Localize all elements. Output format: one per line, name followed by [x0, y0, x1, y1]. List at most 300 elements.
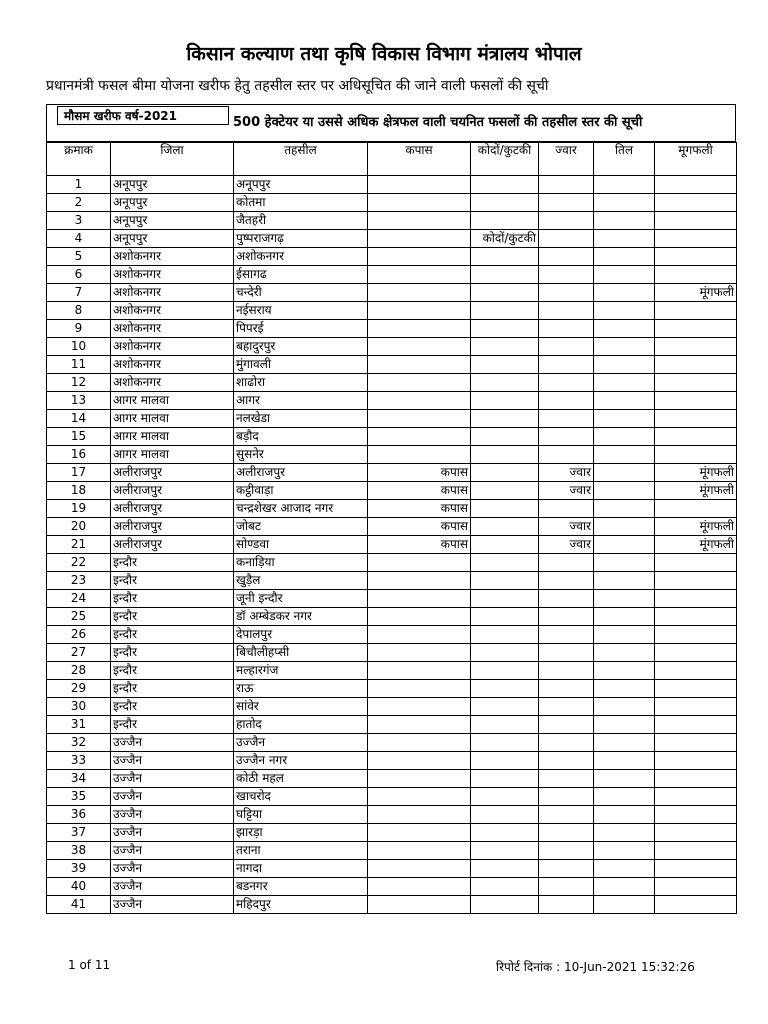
cell-til	[594, 482, 655, 500]
cell-groundnut	[655, 356, 737, 374]
cell-groundnut	[655, 608, 737, 626]
cell-tehsil: झारड़ा	[234, 824, 368, 842]
table-row	[47, 518, 737, 536]
cell-jowar	[539, 662, 594, 680]
cell-serial: 29	[47, 680, 111, 698]
cell-tehsil: देपालपुर	[234, 626, 368, 644]
cell-serial: 39	[47, 860, 111, 878]
cell-kodo-kutki	[471, 698, 539, 716]
cell-district: अलीराजपुर	[111, 536, 234, 554]
cell-jowar	[539, 734, 594, 752]
cell-district: इन्दौर	[111, 644, 234, 662]
table-row	[47, 878, 737, 896]
cell-cotton	[368, 662, 471, 680]
cell-til	[594, 824, 655, 842]
cell-tehsil: ईसागढ	[234, 266, 368, 284]
table-row	[47, 284, 737, 302]
table-row	[47, 338, 737, 356]
cell-tehsil: बहादुरपुर	[234, 338, 368, 356]
cell-groundnut	[655, 878, 737, 896]
cell-jowar	[539, 788, 594, 806]
cell-til	[594, 410, 655, 428]
table-row	[47, 464, 737, 482]
cell-kodo-kutki: कोदों/कुटकी	[471, 230, 539, 248]
cell-jowar	[539, 230, 594, 248]
cell-kodo-kutki	[471, 878, 539, 896]
column-header-serial: क्रमाक	[47, 143, 111, 176]
table-row	[47, 716, 737, 734]
cell-cotton: कपास	[368, 500, 471, 518]
table-row	[47, 248, 737, 266]
table-row	[47, 626, 737, 644]
table-row	[47, 374, 737, 392]
cell-tehsil: नलखेडा	[234, 410, 368, 428]
cell-district: अनूपपुर	[111, 212, 234, 230]
cell-til	[594, 842, 655, 860]
cell-groundnut	[655, 734, 737, 752]
table-row	[47, 590, 737, 608]
cell-groundnut	[655, 230, 737, 248]
cell-tehsil: सोण्डवा	[234, 536, 368, 554]
cell-jowar: ज्वार	[539, 518, 594, 536]
cell-jowar	[539, 428, 594, 446]
cell-district: उज्जैन	[111, 806, 234, 824]
cell-groundnut	[655, 824, 737, 842]
cell-district: अशोकनगर	[111, 320, 234, 338]
cell-serial: 9	[47, 320, 111, 338]
cell-district: अनूपपुर	[111, 176, 234, 194]
cell-groundnut	[655, 248, 737, 266]
cell-kodo-kutki	[471, 806, 539, 824]
cell-tehsil: अनूपपुर	[234, 176, 368, 194]
cell-serial: 24	[47, 590, 111, 608]
cell-cotton	[368, 608, 471, 626]
cell-district: उज्जैन	[111, 842, 234, 860]
cell-jowar	[539, 806, 594, 824]
cell-cotton	[368, 176, 471, 194]
cell-cotton	[368, 788, 471, 806]
cell-cotton	[368, 734, 471, 752]
cell-kodo-kutki	[471, 572, 539, 590]
cell-tehsil: महिदपुर	[234, 896, 368, 914]
cell-cotton: कपास	[368, 536, 471, 554]
cell-cotton	[368, 554, 471, 572]
cell-tehsil: सांवेर	[234, 698, 368, 716]
cell-jowar	[539, 860, 594, 878]
cell-tehsil: हातोद	[234, 716, 368, 734]
cell-tehsil: चन्देरी	[234, 284, 368, 302]
table-row	[47, 500, 737, 518]
cell-serial: 18	[47, 482, 111, 500]
cell-tehsil: मुंगावली	[234, 356, 368, 374]
cell-cotton: कपास	[368, 482, 471, 500]
cell-groundnut	[655, 896, 737, 914]
cell-district: इन्दौर	[111, 590, 234, 608]
cell-serial: 33	[47, 752, 111, 770]
crop-list-table	[46, 142, 737, 914]
cell-kodo-kutki	[471, 446, 539, 464]
cell-cotton	[368, 698, 471, 716]
cell-cotton	[368, 446, 471, 464]
table-header-row	[47, 143, 737, 176]
cell-kodo-kutki	[471, 608, 539, 626]
table-row	[47, 410, 737, 428]
page-subtitle: प्रधानमंत्री फसल बीमा योजना खरीफ हेतु तहसील स्तर पर अधिसूचित की जाने वाली फसलों की सूची	[46, 78, 549, 94]
cell-serial: 11	[47, 356, 111, 374]
cell-kodo-kutki	[471, 212, 539, 230]
column-header-kodo-kutki: कोदों/कुटकी	[471, 143, 539, 176]
cell-cotton	[368, 878, 471, 896]
cell-jowar	[539, 176, 594, 194]
table-row	[47, 770, 737, 788]
cell-tehsil: नागदा	[234, 860, 368, 878]
cell-serial: 38	[47, 842, 111, 860]
report-date: रिपोर्ट दिनांक : 10-Jun-2021 15:32:26	[496, 960, 695, 974]
cell-kodo-kutki	[471, 284, 539, 302]
table-row	[47, 644, 737, 662]
cell-tehsil: पुष्पराजगढ़	[234, 230, 368, 248]
cell-groundnut	[655, 266, 737, 284]
cell-district: अनूपपुर	[111, 194, 234, 212]
cell-district: उज्जैन	[111, 878, 234, 896]
cell-jowar	[539, 824, 594, 842]
cell-til	[594, 662, 655, 680]
cell-til	[594, 788, 655, 806]
cell-tehsil: अशोकनगर	[234, 248, 368, 266]
table-row	[47, 752, 737, 770]
cell-groundnut	[655, 770, 737, 788]
cell-kodo-kutki	[471, 644, 539, 662]
table-row	[47, 842, 737, 860]
table-row	[47, 608, 737, 626]
cell-kodo-kutki	[471, 518, 539, 536]
cell-til	[594, 590, 655, 608]
table-row	[47, 806, 737, 824]
cell-groundnut: मूंगफली	[655, 464, 737, 482]
cell-til	[594, 212, 655, 230]
cell-groundnut	[655, 500, 737, 518]
cell-groundnut: मूंगफली	[655, 536, 737, 554]
cell-district: इन्दौर	[111, 626, 234, 644]
cell-cotton	[368, 572, 471, 590]
cell-district: इन्दौर	[111, 662, 234, 680]
cell-groundnut	[655, 842, 737, 860]
cell-jowar	[539, 770, 594, 788]
cell-jowar	[539, 572, 594, 590]
cell-cotton	[368, 266, 471, 284]
cell-til	[594, 860, 655, 878]
cell-til	[594, 716, 655, 734]
table-row	[47, 482, 737, 500]
cell-jowar	[539, 320, 594, 338]
cell-cotton	[368, 842, 471, 860]
cell-jowar	[539, 248, 594, 266]
cell-jowar	[539, 698, 594, 716]
cell-til	[594, 698, 655, 716]
cell-cotton	[368, 194, 471, 212]
cell-kodo-kutki	[471, 302, 539, 320]
cell-groundnut	[655, 680, 737, 698]
cell-groundnut	[655, 716, 737, 734]
cell-tehsil: कनाड़िया	[234, 554, 368, 572]
cell-tehsil: बड़ौद	[234, 428, 368, 446]
cell-til	[594, 752, 655, 770]
cell-district: उज्जैन	[111, 824, 234, 842]
cell-district: अशोकनगर	[111, 284, 234, 302]
cell-til	[594, 500, 655, 518]
cell-serial: 16	[47, 446, 111, 464]
cell-cotton	[368, 680, 471, 698]
cell-serial: 21	[47, 536, 111, 554]
cell-groundnut	[655, 392, 737, 410]
cell-jowar	[539, 644, 594, 662]
cell-til	[594, 734, 655, 752]
cell-kodo-kutki	[471, 500, 539, 518]
cell-jowar	[539, 194, 594, 212]
cell-groundnut	[655, 626, 737, 644]
cell-groundnut: मूंगफली	[655, 482, 737, 500]
cell-district: अलीराजपुर	[111, 464, 234, 482]
cell-kodo-kutki	[471, 410, 539, 428]
table-row	[47, 860, 737, 878]
cell-serial: 7	[47, 284, 111, 302]
cell-kodo-kutki	[471, 320, 539, 338]
cell-tehsil: खुड़ैल	[234, 572, 368, 590]
cell-serial: 40	[47, 878, 111, 896]
cell-til	[594, 680, 655, 698]
cell-kodo-kutki	[471, 194, 539, 212]
cell-tehsil: तराना	[234, 842, 368, 860]
cell-serial: 3	[47, 212, 111, 230]
cell-groundnut	[655, 662, 737, 680]
cell-til	[594, 428, 655, 446]
cell-groundnut	[655, 806, 737, 824]
cell-district: अशोकनगर	[111, 248, 234, 266]
page-title: किसान कल्याण तथा कृषि विकास विभाग मंत्रालय भोपाल	[186, 43, 582, 65]
cell-district: अशोकनगर	[111, 302, 234, 320]
cell-til	[594, 806, 655, 824]
cell-groundnut	[655, 788, 737, 806]
cell-til	[594, 536, 655, 554]
cell-tehsil: कोठी महल	[234, 770, 368, 788]
cell-serial: 27	[47, 644, 111, 662]
cell-serial: 35	[47, 788, 111, 806]
cell-cotton	[368, 428, 471, 446]
cell-district: इन्दौर	[111, 554, 234, 572]
cell-serial: 15	[47, 428, 111, 446]
cell-serial: 26	[47, 626, 111, 644]
cell-groundnut	[655, 860, 737, 878]
cell-kodo-kutki	[471, 482, 539, 500]
cell-tehsil: डॉ अम्बेडकर नगर	[234, 608, 368, 626]
cell-jowar	[539, 590, 594, 608]
cell-tehsil: शाढोरा	[234, 374, 368, 392]
cell-groundnut	[655, 320, 737, 338]
cell-district: उज्जैन	[111, 752, 234, 770]
cell-serial: 30	[47, 698, 111, 716]
cell-tehsil: आगर	[234, 392, 368, 410]
cell-serial: 28	[47, 662, 111, 680]
cell-serial: 10	[47, 338, 111, 356]
cell-groundnut: मूंगफली	[655, 284, 737, 302]
cell-jowar	[539, 554, 594, 572]
cell-til	[594, 608, 655, 626]
cell-district: अनूपपुर	[111, 230, 234, 248]
cell-til	[594, 374, 655, 392]
cell-cotton	[368, 302, 471, 320]
cell-cotton	[368, 860, 471, 878]
cell-til	[594, 770, 655, 788]
cell-district: उज्जैन	[111, 770, 234, 788]
section-title: 500 हेक्टेयर या उससे अधिक क्षेत्रफल वाली चयनित फसलों की तहसील स्तर की सूची	[233, 115, 643, 130]
cell-tehsil: मल्हारगंज	[234, 662, 368, 680]
cell-serial: 22	[47, 554, 111, 572]
cell-til	[594, 230, 655, 248]
cell-tehsil: घट्टिया	[234, 806, 368, 824]
cell-cotton	[368, 590, 471, 608]
cell-kodo-kutki	[471, 356, 539, 374]
cell-groundnut	[655, 644, 737, 662]
cell-til	[594, 176, 655, 194]
cell-groundnut	[655, 572, 737, 590]
cell-tehsil: सुसनेर	[234, 446, 368, 464]
cell-kodo-kutki	[471, 374, 539, 392]
cell-serial: 25	[47, 608, 111, 626]
cell-kodo-kutki	[471, 680, 539, 698]
cell-kodo-kutki	[471, 896, 539, 914]
table-row	[47, 572, 737, 590]
cell-district: अलीराजपुर	[111, 500, 234, 518]
cell-kodo-kutki	[471, 590, 539, 608]
cell-district: इन्दौर	[111, 698, 234, 716]
cell-kodo-kutki	[471, 248, 539, 266]
page-number: 1 of 11	[68, 958, 111, 972]
cell-tehsil: कट्ठीवाड़ा	[234, 482, 368, 500]
cell-cotton	[368, 626, 471, 644]
cell-district: आगर मालवा	[111, 392, 234, 410]
cell-jowar	[539, 338, 594, 356]
cell-district: उज्जैन	[111, 860, 234, 878]
cell-cotton	[368, 230, 471, 248]
cell-tehsil: राऊ	[234, 680, 368, 698]
cell-groundnut	[655, 212, 737, 230]
cell-jowar: ज्वार	[539, 464, 594, 482]
table-row	[47, 734, 737, 752]
cell-til	[594, 302, 655, 320]
cell-district: इन्दौर	[111, 716, 234, 734]
cell-til	[594, 392, 655, 410]
cell-til	[594, 446, 655, 464]
cell-til	[594, 356, 655, 374]
cell-jowar	[539, 284, 594, 302]
cell-jowar	[539, 896, 594, 914]
cell-kodo-kutki	[471, 824, 539, 842]
cell-tehsil: नईसराय	[234, 302, 368, 320]
cell-til	[594, 626, 655, 644]
cell-cotton	[368, 374, 471, 392]
cell-district: अलीराजपुर	[111, 482, 234, 500]
cell-cotton	[368, 824, 471, 842]
cell-tehsil: चन्द्रशेखर आजाद नगर	[234, 500, 368, 518]
cell-til	[594, 572, 655, 590]
cell-kodo-kutki	[471, 842, 539, 860]
cell-serial: 31	[47, 716, 111, 734]
cell-cotton: कपास	[368, 464, 471, 482]
cell-tehsil: उज्जैन नगर	[234, 752, 368, 770]
cell-groundnut: मूंगफली	[655, 518, 737, 536]
cell-kodo-kutki	[471, 770, 539, 788]
cell-kodo-kutki	[471, 392, 539, 410]
column-header-tehsil: तहसील	[234, 143, 368, 176]
cell-cotton	[368, 770, 471, 788]
cell-district: अशोकनगर	[111, 266, 234, 284]
cell-jowar	[539, 392, 594, 410]
cell-cotton	[368, 806, 471, 824]
table-row	[47, 212, 737, 230]
cell-district: उज्जैन	[111, 734, 234, 752]
cell-tehsil: जोबट	[234, 518, 368, 536]
column-header-jowar: ज्वार	[539, 143, 594, 176]
cell-kodo-kutki	[471, 662, 539, 680]
cell-serial: 34	[47, 770, 111, 788]
cell-groundnut	[655, 302, 737, 320]
cell-serial: 1	[47, 176, 111, 194]
cell-serial: 32	[47, 734, 111, 752]
cell-jowar	[539, 410, 594, 428]
table-row	[47, 302, 737, 320]
cell-groundnut	[655, 374, 737, 392]
column-header-cotton: कपास	[368, 143, 471, 176]
cell-kodo-kutki	[471, 338, 539, 356]
cell-jowar	[539, 680, 594, 698]
table-row	[47, 356, 737, 374]
cell-kodo-kutki	[471, 428, 539, 446]
cell-tehsil: जैतहरी	[234, 212, 368, 230]
cell-kodo-kutki	[471, 536, 539, 554]
cell-district: अशोकनगर	[111, 356, 234, 374]
table-row	[47, 320, 737, 338]
cell-jowar: ज्वार	[539, 536, 594, 554]
column-header-district: जिला	[111, 143, 234, 176]
table-row	[47, 446, 737, 464]
cell-til	[594, 554, 655, 572]
cell-tehsil: बडनगर	[234, 878, 368, 896]
cell-kodo-kutki	[471, 734, 539, 752]
cell-til	[594, 266, 655, 284]
cell-kodo-kutki	[471, 266, 539, 284]
cell-groundnut	[655, 698, 737, 716]
cell-jowar	[539, 626, 594, 644]
table-row	[47, 392, 737, 410]
cell-til	[594, 518, 655, 536]
cell-tehsil: पिपरई	[234, 320, 368, 338]
cell-serial: 8	[47, 302, 111, 320]
cell-jowar	[539, 446, 594, 464]
cell-tehsil: कोतमा	[234, 194, 368, 212]
cell-groundnut	[655, 554, 737, 572]
cell-cotton	[368, 644, 471, 662]
cell-serial: 5	[47, 248, 111, 266]
cell-jowar	[539, 302, 594, 320]
cell-jowar	[539, 356, 594, 374]
cell-kodo-kutki	[471, 554, 539, 572]
cell-kodo-kutki	[471, 626, 539, 644]
cell-til	[594, 194, 655, 212]
column-header-til: तिल	[594, 143, 655, 176]
table-row	[47, 680, 737, 698]
cell-groundnut	[655, 446, 737, 464]
table-row	[47, 266, 737, 284]
